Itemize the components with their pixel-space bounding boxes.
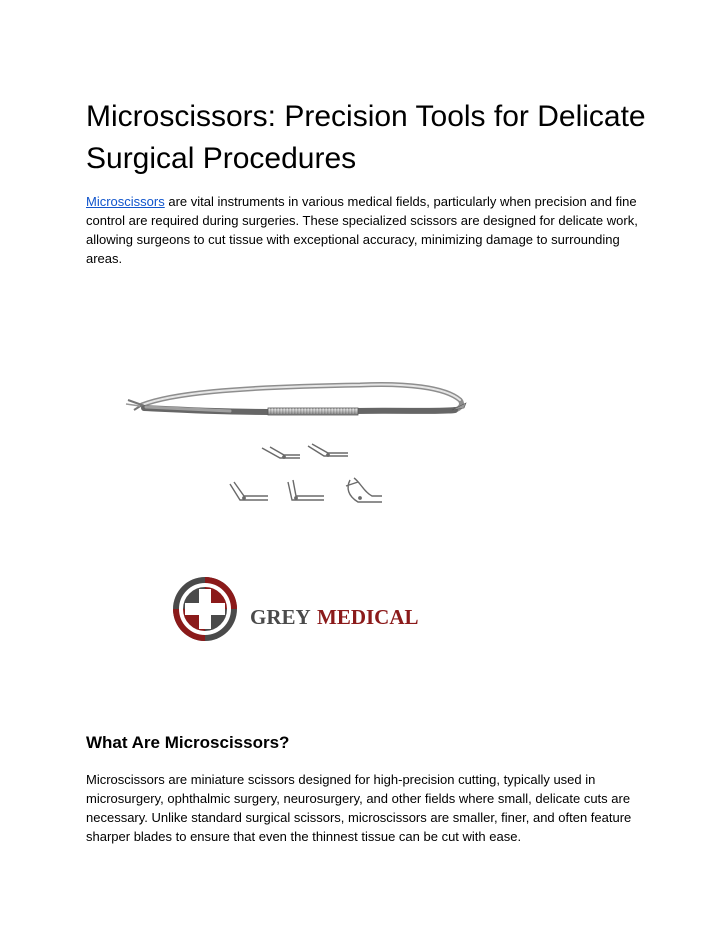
logo-word-grey: GREY — [250, 605, 311, 629]
medical-cross-icon — [173, 577, 237, 641]
intro-paragraph — [86, 192, 646, 268]
grey-medical-logo — [172, 576, 442, 642]
microscissors-link[interactable]: Microscissors — [86, 194, 165, 209]
logo-word-medical: MEDICAL — [317, 605, 419, 629]
microscissors-instrument — [126, 385, 466, 415]
section-heading: What Are Microscissors? — [86, 733, 290, 752]
microscissors-illustration — [110, 370, 490, 520]
page-title: Microscissors: Precision Tools for Delicate Surgical Procedures — [86, 100, 646, 175]
section-paragraph: Microscissors are miniature scissors designed for high-precision cutting, typically used in microsurgery, ophthalmic surgery, neurosurgery, and other fields where small, delicate cuts are necessary. Unlike standard surgical scissors, microscissors are smaller, finer, and often feature sharper blades to ensure that even the thinnest tissue can be cut with ease. — [86, 772, 632, 844]
intro-text: are vital instruments in various medical fields, particularly when precision and fine control are required during surgeries. These specialized scissors are designed for delicate work, allowing surgeons to cut tissue with exceptional accuracy, minimizing damage to surrounding areas. — [86, 194, 638, 266]
blade-variants — [230, 444, 382, 502]
